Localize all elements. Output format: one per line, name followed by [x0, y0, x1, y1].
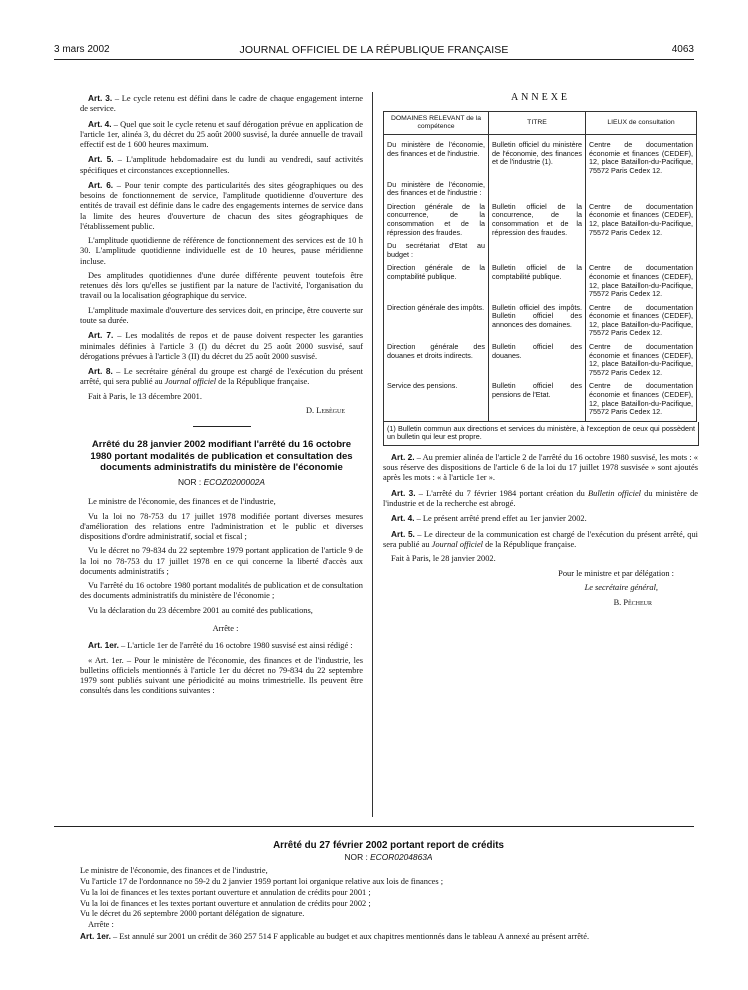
arrete-heading: Arrête : — [212, 623, 239, 633]
article-label: Art. 3. — [88, 93, 113, 103]
article-label: Art. 3. — [391, 487, 416, 498]
left-column — [80, 93, 363, 701]
bottom-decree — [80, 840, 697, 942]
nor-reference — [80, 852, 697, 862]
annex-footnote: (1) Bulletin commun aux directions et services du ministère, à l'exception de ceux qui possèdent un bulletin qui leur est propre. — [383, 422, 699, 446]
table-row — [384, 263, 697, 302]
article-text: – Le directeur de la communication est chargé de l'exécution du présent arrêté, qui sera publié au — [383, 529, 698, 549]
bulletin-name: Bulletin officiel — [588, 488, 641, 498]
paragraph: L'amplitude maximale d'ouverture des services doit, en principe, être couverte sur toute sa durée. — [80, 305, 363, 325]
signing-date: Fait à Paris, le 13 décembre 2001. — [88, 391, 202, 401]
article-text: – Est annulé sur 2001 un crédit de 360 257 514 F applicable au budget et aux chapitres mentionnés dans le tableau A annexé au présent arrêté. — [110, 931, 590, 941]
table-row — [384, 381, 697, 421]
right-column — [383, 93, 698, 612]
location-cell — [586, 241, 697, 263]
article-text: – L'amplitude hebdomadaire est du lundi au vendredi, sauf activités spécifiques et circonstances exceptionnelles. — [80, 155, 364, 175]
article-label: Art. 5. — [391, 528, 415, 539]
nor-code: ECOZ0200002A — [203, 476, 266, 487]
article-3 — [80, 93, 363, 114]
domain-cell: Du ministère de l'économie, des finances et de l'industrie : — [384, 180, 489, 202]
column-header: TITRE — [489, 112, 586, 135]
article-text: – Le cycle retenu est défini dans le cadre de chaque engagement interne de service. — [80, 94, 363, 114]
title-cell: Bulletin officiel des pensions de l'Etat. — [489, 381, 586, 421]
location-cell: Centre de documentation économie et finances (CEDEF), 12, place Bataillon-du-Pacifique, 75572 Paris Cedex 12. — [586, 381, 697, 421]
location-cell: Centre de documentation économie et finances (CEDEF), 12, place Bataillon-du-Pacifique, 75572 Paris Cedex 12. — [586, 303, 697, 342]
article-3 — [383, 488, 698, 509]
visa: Le ministre de l'économie, des finances et de l'industrie, — [88, 497, 276, 507]
article-text: – Les modalités de repos et de pause doivent respecter les garanties minimales définies à l'article 3 (I) du décret du 25 août 2000 susvisé, sauf dérogations prévues à l'article 3 (II) du décret du 25 août 2000 susvisé. — [80, 331, 363, 361]
domain-cell: Direction générale de la comptabilité publique. — [384, 263, 489, 302]
nor-label: NOR : — [177, 476, 204, 487]
table-row — [384, 303, 697, 342]
table-row — [384, 135, 697, 180]
domain-cell: Direction générale de la concurrence, de la consommation et de la répression des fraudes. — [384, 202, 489, 241]
article-text: – L'article 1er de l'arrêté du 16 octobre 1980 susvisé est ainsi rédigé : — [118, 641, 353, 651]
annex-table — [383, 111, 697, 422]
journal-name: Journal officiel — [431, 540, 484, 549]
issue-date: 3 mars 2002 — [54, 44, 110, 55]
article-label: Art. 1er. — [80, 930, 111, 941]
title-cell: Bulletin officiel du ministère de l'économie, des finances et de l'industrie (1). — [489, 135, 586, 180]
location-cell: Centre de documentation économie et finances (CEDEF), 12, place Bataillon-du-Pacifique, 75572 Paris Cedex 12. — [586, 263, 697, 302]
decree-title: Arrêté du 27 février 2002 portant report de crédits — [273, 840, 504, 851]
paragraph: L'amplitude quotidienne de référence de fonctionnement des services est de 10 h 30. L'amplitude quotidienne individuelle est de 10 heures, pause méridienne incluse. — [80, 236, 363, 266]
table-header-row — [384, 112, 697, 135]
delegation-line: Pour le ministre et par délégation : — [558, 568, 674, 578]
article-label: Art. 7. — [88, 330, 114, 341]
article-label: Art. 5. — [88, 154, 114, 165]
article-1 — [80, 931, 697, 942]
visa: Le ministre de l'économie, des finances et de l'industrie, — [80, 866, 268, 876]
journal-name: Journal officiel — [164, 377, 217, 387]
title-cell: Bulletin officiel de la comptabilité publique. — [489, 263, 586, 302]
article-label: Art. 4. — [391, 513, 415, 524]
location-cell — [586, 180, 697, 202]
location-cell: Centre de documentation économie et finances (CEDEF), 12, place Bataillon-du-Pacifique, 75572 Paris Cedex 12. — [586, 342, 697, 381]
signatory-role: Le secrétaire général, — [584, 583, 658, 593]
nor-reference — [80, 477, 363, 487]
article-text: – Au premier alinéa de l'article 2 de l'arrêté du 16 octobre 1980 susvisé, les mots : « sous réserve des dispositions de l'article 6 de la loi du 17 juillet 1978 susvisée » sont ajoutés après les mots : « à l'article 1er ». — [383, 453, 698, 483]
title-cell: Bulletin officiel des impôts. Bulletin officiel des annonces des domaines. — [489, 303, 586, 342]
visa: Vu la déclaration du 23 décembre 2001 au comité des publications, — [88, 605, 313, 615]
visa: Vu l'arrêté du 16 octobre 1980 portant modalités de publication et de consultation des documents administratifs du ministère de l'économie ; — [80, 581, 363, 601]
domain-cell: Service des pensions. — [384, 381, 489, 421]
article-4 — [383, 513, 698, 524]
decree-title: Arrêté du 28 janvier 2002 modifiant l'arrêté du 16 octobre 1980 portant modalités de publication et consultation des documents administratifs du ministère de l'économie — [90, 439, 353, 473]
article-text: de la République française. — [483, 540, 577, 549]
article-text: de la République française. — [216, 377, 310, 387]
signing-date: Fait à Paris, le 28 janvier 2002. — [391, 554, 496, 564]
visa: Vu l'article 17 de l'ordonnance no 59-2 du 2 janvier 1959 portant loi organique relative aux lois de finances ; — [80, 877, 444, 887]
article-2 — [383, 452, 698, 484]
title-cell — [489, 180, 586, 202]
paragraph: Des amplitudes quotidiennes d'une durée différente peuvent toutefois être retenues dès lors qu'elles se justifient par la nature de l'activité, l'organisation du travail ou la localisation géographique du service. — [80, 270, 363, 301]
domain-cell: Du secrétariat d'Etat au budget : — [384, 241, 489, 263]
visa: Vu le décret du 26 septembre 2000 portant délégation de signature. — [80, 909, 305, 919]
title-cell — [489, 241, 586, 263]
title-cell: Bulletin officiel des douanes. — [489, 342, 586, 381]
signature: B. Pêcheur — [613, 597, 652, 607]
article-label: Art. 1er. — [88, 640, 119, 651]
annex-title: ANNEXE — [510, 92, 571, 103]
title-cell: Bulletin officiel de la concurrence, de la consommation et de la répression des fraudes. — [489, 202, 586, 241]
visa: Vu la loi de finances et les textes portant ouverture et annulation de crédits pour 2002 ; — [80, 898, 371, 908]
article-4 — [80, 119, 363, 151]
article-6 — [80, 180, 363, 232]
article-text: du ministère de l'industrie et de la recherche est abrogé. — [383, 488, 698, 509]
nor-label: NOR : — [344, 852, 371, 863]
journal-title: JOURNAL OFFICIEL DE LA RÉPUBLIQUE FRANÇAISE — [239, 44, 509, 56]
location-cell: Centre de documentation économie et finances (CEDEF), 12, place Bataillon-du-Pacifique, 75572 Paris Cedex 12. — [586, 135, 697, 180]
table-row — [384, 241, 697, 263]
separator-rule — [193, 426, 251, 427]
article-label: Art. 8. — [88, 366, 113, 377]
article-text: – L'arrêté du 7 février 1984 portant création du — [415, 488, 589, 498]
article-label: Art. 6. — [88, 179, 114, 190]
section-rule — [54, 826, 694, 827]
article-label: Art. 2. — [391, 452, 415, 463]
table-row — [384, 180, 697, 202]
header-rule — [54, 59, 694, 60]
article-text: – Pour tenir compte des particularités des sites géographiques ou des besoins de fonctionnement de service, l'amplitude quotidienne d'ouverture des entités de travail est définie dans le cadre des engagements internes de service dans la limite des heures d'ouverture de chacun des sites géographiques de l'établissement public. — [80, 180, 363, 231]
column-divider — [372, 92, 373, 817]
quoted-article: « Art. 1er. – Pour le ministère de l'économie, des finances et de l'industrie, les bulletins officiels mentionnés à l'article 1er du décret no 79-834 du 22 septembre 1979 sont publiés suivant une périodicité au moins trimestrielle. Ils peuvent être consultés dans les conditions suivantes : — [80, 655, 363, 696]
table-row — [384, 202, 697, 241]
location-cell: Centre de documentation économie et finances (CEDEF), 12, place Bataillon-du-Pacifique, 75572 Paris Cedex 12. — [586, 202, 697, 241]
arrete-heading: Arrête : — [88, 919, 114, 929]
page-number: 4063 — [671, 44, 694, 55]
nor-code: ECOR0204863A — [370, 852, 433, 863]
article-text: – Quel que soit le cycle retenu et sauf dérogation prévue en application de l'article 1er, alinéa 3, du décret du 25 août 2000 susvisé, la durée annuelle de travail effectif est de 1 600 heures maximum. — [80, 119, 363, 149]
domain-cell: Direction générale des impôts. — [384, 303, 489, 342]
article-text: – Le présent arrêté prend effet au 1er janvier 2002. — [414, 514, 587, 524]
signature: D. Lebègue — [305, 406, 345, 416]
article-label: Art. 4. — [88, 118, 112, 129]
article-text: – Le secrétaire général du groupe est chargé de l'exécution du présent arrêté, qui sera publié au — [80, 367, 363, 387]
visa: Vu le décret no 79-834 du 22 septembre 1979 portant application de l'article 9 de la loi no 78-753 du 17 juillet 1978 en ce qui concerne la liberté d'accès aux documents administratifs ; — [80, 546, 363, 576]
article-8 — [80, 366, 363, 387]
article-7 — [80, 330, 363, 362]
table-row — [384, 342, 697, 381]
visa: Vu la loi de finances et les textes portant ouverture et annulation de crédits pour 2001 ; — [80, 887, 371, 897]
column-header: DOMAINES RELEVANT de la compétence — [384, 112, 489, 135]
article-1 — [80, 640, 363, 651]
visa: Vu la loi no 78-753 du 17 juillet 1978 modifiée portant diverses mesures d'amélioration des relations entre l'administration et le public et diverses dispositions d'ordre administratif, social et fiscal ; — [80, 511, 363, 541]
page-header — [0, 0, 748, 58]
domain-cell: Du ministère de l'économie, des finances et de l'industrie. — [384, 135, 489, 180]
article-5 — [383, 529, 698, 550]
column-header: LIEUX de consultation — [586, 112, 697, 135]
domain-cell: Direction générale des douanes et droits indirects. — [384, 342, 489, 381]
article-5 — [80, 154, 363, 175]
